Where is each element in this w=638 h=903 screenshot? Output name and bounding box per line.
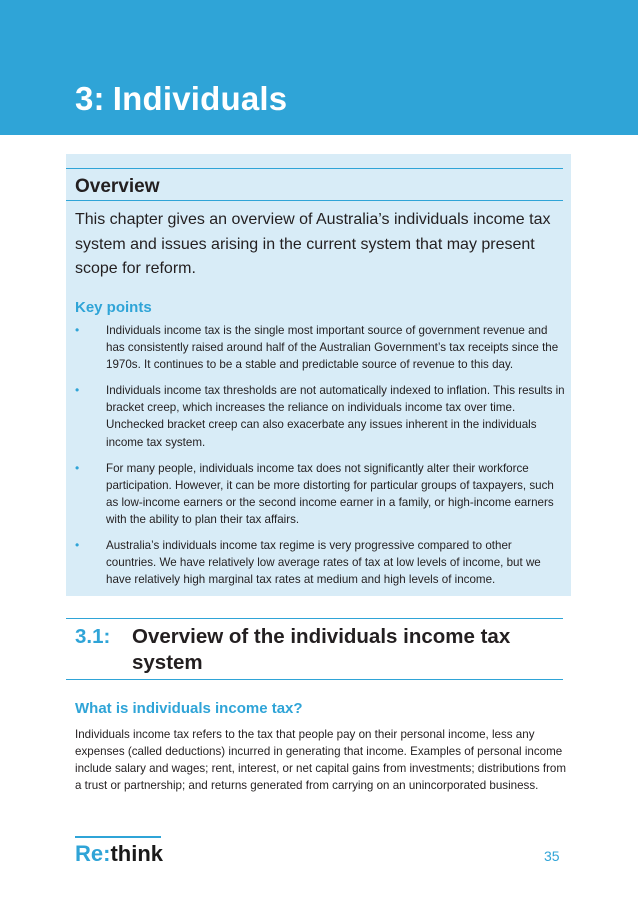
section-heading (75, 624, 532, 676)
overview-heading-rule (66, 200, 563, 201)
section-body-text: Individuals income tax refers to the tax that people pay on their personal income, less any expenses (called deductions) incurred in generating that income. Examples of personal income include salary and wages; rent, interest, or net capital gains from investments; distributions from a trust or partnership; and returns generated from carrying on an unincorporated business. (75, 728, 567, 792)
key-point-text: Individuals income tax thresholds are not automatically indexed to inflation. This results in bracket creep, which increases the reliance on individuals income tax over time. Unchecked bracket creep can also exacerbate any issues inherent in the individuals income tax system. (106, 384, 565, 449)
key-point-item (75, 537, 565, 588)
key-point-text: Individuals income tax is the single most important source of government revenue and has consistently raised around half of the Australian Government’s tax receipts since the 1970s. It continues to be a stable and predictable source of revenue to this day. (106, 324, 559, 372)
key-point-item (75, 460, 565, 528)
chapter-title-text: Individuals (112, 80, 288, 117)
key-points-heading: Key points (75, 299, 152, 316)
bullet-icon: • (75, 538, 80, 553)
section-subheading: What is individuals income tax? (75, 700, 303, 717)
key-point-item (75, 322, 565, 373)
rethink-logo (75, 836, 163, 867)
overview-heading: Overview (75, 176, 160, 197)
key-point-item (75, 382, 565, 450)
bullet-icon: • (75, 383, 80, 398)
section-number: 3.1: (75, 625, 111, 648)
page-number: 35 (544, 848, 560, 864)
key-points-list (75, 322, 565, 597)
bullet-icon: • (75, 323, 80, 337)
overview-top-rule (66, 168, 563, 169)
key-point-text: Australia’s individuals income tax regime is very progressive compared to other countries. We have relatively low average rates of tax at low levels of income, but we have relatively high marginal tax rates at medium and high levels of income. (106, 539, 541, 587)
chapter-number: 3: (75, 80, 105, 117)
logo-rule (75, 836, 161, 838)
logo-wordmark: Re:think (75, 841, 164, 866)
section-bottom-rule (66, 679, 563, 680)
bullet-icon: • (75, 460, 80, 475)
overview-intro: This chapter gives an overview of Australia’s individuals income tax system and issues arising in the current system that may present scope for reform. (75, 211, 551, 277)
section-top-rule (66, 618, 563, 619)
section-title: Overview of the individuals income tax system (132, 625, 511, 674)
chapter-title (75, 80, 287, 118)
key-point-text: For many people, individuals income tax does not significantly alter their workforce participation. However, it can be more distorting for particular groups of taxpayers, such as low-income earners or the second income earner in a family, or high-income earners with the ability to plan their tax affairs. (106, 461, 554, 526)
